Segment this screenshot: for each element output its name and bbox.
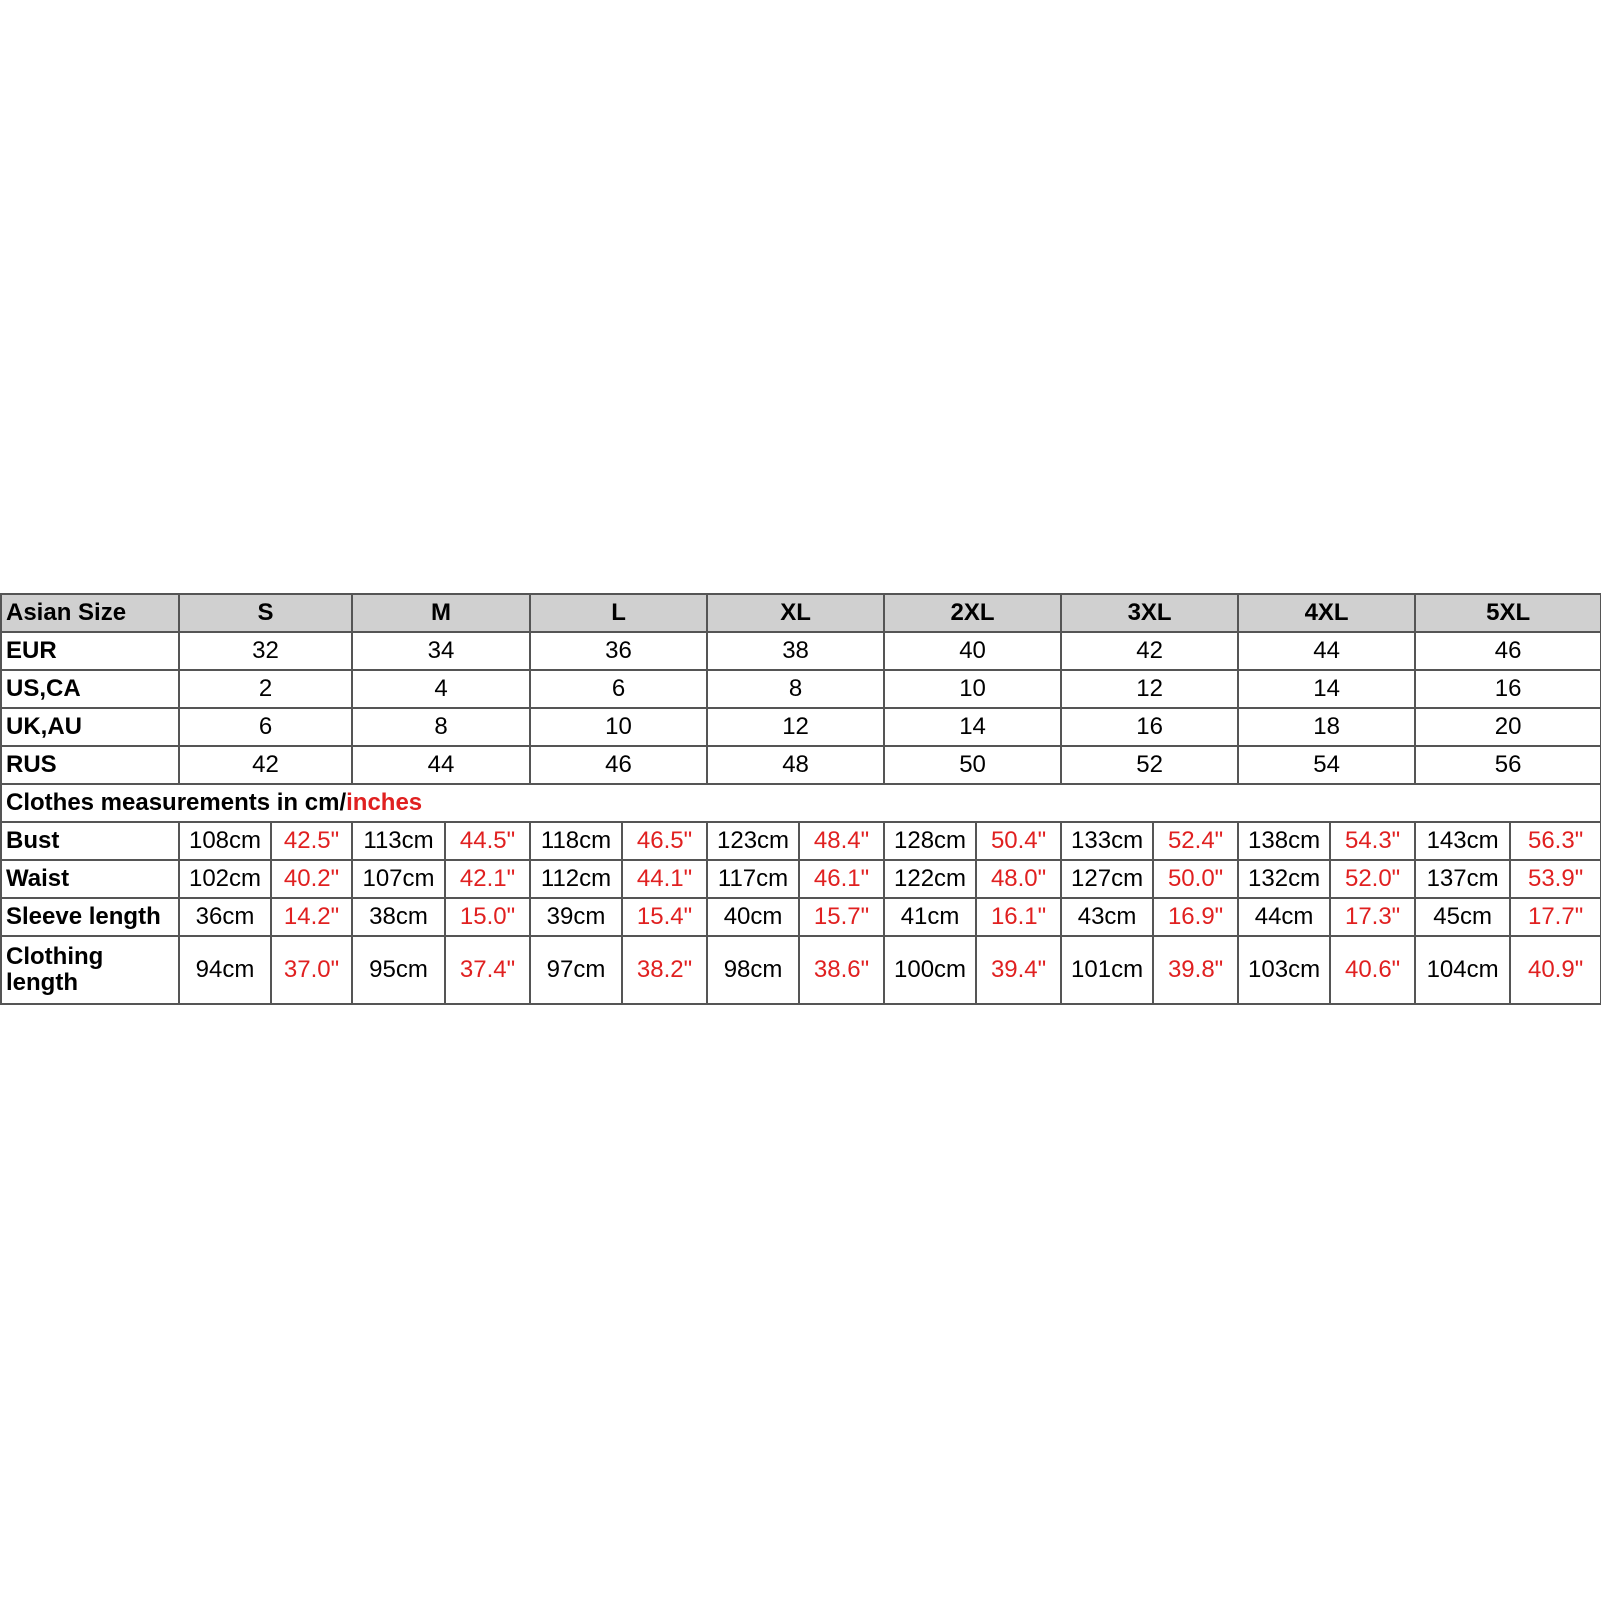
size-value-cell: 36 bbox=[530, 632, 707, 670]
cm-cell: 98cm bbox=[707, 936, 799, 1004]
size-header-cell: XL bbox=[707, 594, 884, 632]
size-value-cell: 14 bbox=[1238, 670, 1415, 708]
cm-cell: 138cm bbox=[1238, 822, 1330, 860]
cm-cell: 107cm bbox=[352, 860, 445, 898]
size-value-cell: 46 bbox=[530, 746, 707, 784]
conversion-row-eur bbox=[1, 632, 1601, 670]
row-label: Waist bbox=[1, 860, 179, 898]
size-value-cell: 8 bbox=[352, 708, 530, 746]
cm-cell: 113cm bbox=[352, 822, 445, 860]
cm-cell: 36cm bbox=[179, 898, 271, 936]
size-header-cell: S bbox=[179, 594, 352, 632]
conversion-row-rus bbox=[1, 746, 1601, 784]
inch-cell: 50.0" bbox=[1153, 860, 1238, 898]
cm-cell: 45cm bbox=[1415, 898, 1510, 936]
size-value-cell: 6 bbox=[530, 670, 707, 708]
cm-cell: 122cm bbox=[884, 860, 976, 898]
size-value-cell: 14 bbox=[884, 708, 1061, 746]
measurement-row-sleeve-length bbox=[1, 898, 1601, 936]
cm-cell: 39cm bbox=[530, 898, 622, 936]
size-header-cell: M bbox=[352, 594, 530, 632]
measurement-row-bust bbox=[1, 822, 1601, 860]
inch-cell: 56.3" bbox=[1510, 822, 1601, 860]
inch-cell: 50.4" bbox=[976, 822, 1061, 860]
size-header-cell: 5XL bbox=[1415, 594, 1601, 632]
size-header-cell: 4XL bbox=[1238, 594, 1415, 632]
inch-cell: 44.1" bbox=[622, 860, 707, 898]
inch-cell: 53.9" bbox=[1510, 860, 1601, 898]
inch-cell: 17.3" bbox=[1330, 898, 1415, 936]
size-header-row bbox=[1, 594, 1601, 632]
inch-cell: 37.0" bbox=[271, 936, 352, 1004]
cm-cell: 94cm bbox=[179, 936, 271, 1004]
measurements-heading-row bbox=[1, 784, 1601, 822]
size-value-cell: 46 bbox=[1415, 632, 1601, 670]
row-label: Sleeve length bbox=[1, 898, 179, 936]
row-label: UK,AU bbox=[1, 708, 179, 746]
inch-cell: 15.7" bbox=[799, 898, 884, 936]
cm-cell: 118cm bbox=[530, 822, 622, 860]
asian-size-label: Asian Size bbox=[1, 594, 179, 632]
size-header-cell: L bbox=[530, 594, 707, 632]
row-label: Bust bbox=[1, 822, 179, 860]
cm-cell: 101cm bbox=[1061, 936, 1153, 1004]
measurement-row-waist bbox=[1, 860, 1601, 898]
size-value-cell: 6 bbox=[179, 708, 352, 746]
size-header-cell: 2XL bbox=[884, 594, 1061, 632]
inch-cell: 38.6" bbox=[799, 936, 884, 1004]
cm-cell: 127cm bbox=[1061, 860, 1153, 898]
size-value-cell: 48 bbox=[707, 746, 884, 784]
conversion-row-uk-au bbox=[1, 708, 1601, 746]
cm-cell: 97cm bbox=[530, 936, 622, 1004]
cm-cell: 103cm bbox=[1238, 936, 1330, 1004]
row-label: Clothing length bbox=[1, 936, 179, 1004]
cm-cell: 104cm bbox=[1415, 936, 1510, 1004]
size-value-cell: 42 bbox=[179, 746, 352, 784]
inch-cell: 37.4" bbox=[445, 936, 530, 1004]
row-label: RUS bbox=[1, 746, 179, 784]
size-value-cell: 4 bbox=[352, 670, 530, 708]
inch-cell: 39.8" bbox=[1153, 936, 1238, 1004]
size-value-cell: 54 bbox=[1238, 746, 1415, 784]
size-value-cell: 16 bbox=[1415, 670, 1601, 708]
inch-cell: 38.2" bbox=[622, 936, 707, 1004]
inch-cell: 40.6" bbox=[1330, 936, 1415, 1004]
inch-cell: 52.4" bbox=[1153, 822, 1238, 860]
inch-cell: 40.9" bbox=[1510, 936, 1601, 1004]
cm-cell: 133cm bbox=[1061, 822, 1153, 860]
inch-cell: 39.4" bbox=[976, 936, 1061, 1004]
size-value-cell: 12 bbox=[707, 708, 884, 746]
inch-cell: 48.0" bbox=[976, 860, 1061, 898]
cm-cell: 95cm bbox=[352, 936, 445, 1004]
inch-cell: 42.1" bbox=[445, 860, 530, 898]
size-value-cell: 10 bbox=[530, 708, 707, 746]
cm-cell: 108cm bbox=[179, 822, 271, 860]
cm-cell: 128cm bbox=[884, 822, 976, 860]
inch-cell: 48.4" bbox=[799, 822, 884, 860]
size-value-cell: 12 bbox=[1061, 670, 1238, 708]
inch-cell: 54.3" bbox=[1330, 822, 1415, 860]
size-chart-table bbox=[0, 593, 1601, 1005]
inch-cell: 16.9" bbox=[1153, 898, 1238, 936]
size-value-cell: 56 bbox=[1415, 746, 1601, 784]
inch-cell: 16.1" bbox=[976, 898, 1061, 936]
cm-cell: 41cm bbox=[884, 898, 976, 936]
inch-cell: 52.0" bbox=[1330, 860, 1415, 898]
size-header-cell: 3XL bbox=[1061, 594, 1238, 632]
cm-cell: 43cm bbox=[1061, 898, 1153, 936]
size-value-cell: 18 bbox=[1238, 708, 1415, 746]
size-value-cell: 2 bbox=[179, 670, 352, 708]
inch-cell: 14.2" bbox=[271, 898, 352, 936]
cm-cell: 100cm bbox=[884, 936, 976, 1004]
row-label: EUR bbox=[1, 632, 179, 670]
size-value-cell: 52 bbox=[1061, 746, 1238, 784]
inch-cell: 15.4" bbox=[622, 898, 707, 936]
cm-cell: 112cm bbox=[530, 860, 622, 898]
size-value-cell: 32 bbox=[179, 632, 352, 670]
measurements-heading-inches: inches bbox=[346, 789, 423, 816]
size-value-cell: 44 bbox=[352, 746, 530, 784]
cm-cell: 137cm bbox=[1415, 860, 1510, 898]
inch-cell: 17.7" bbox=[1510, 898, 1601, 936]
cm-cell: 44cm bbox=[1238, 898, 1330, 936]
conversion-row-us-ca bbox=[1, 670, 1601, 708]
inch-cell: 46.1" bbox=[799, 860, 884, 898]
measurements-heading-prefix: Clothes measurements in cm/ bbox=[6, 789, 347, 816]
inch-cell: 46.5" bbox=[622, 822, 707, 860]
size-value-cell: 44 bbox=[1238, 632, 1415, 670]
cm-cell: 40cm bbox=[707, 898, 799, 936]
measurements-heading bbox=[1, 784, 1601, 822]
cm-cell: 38cm bbox=[352, 898, 445, 936]
inch-cell: 42.5" bbox=[271, 822, 352, 860]
cm-cell: 123cm bbox=[707, 822, 799, 860]
row-label: US,CA bbox=[1, 670, 179, 708]
size-value-cell: 40 bbox=[884, 632, 1061, 670]
inch-cell: 15.0" bbox=[445, 898, 530, 936]
size-value-cell: 34 bbox=[352, 632, 530, 670]
size-value-cell: 38 bbox=[707, 632, 884, 670]
size-value-cell: 20 bbox=[1415, 708, 1601, 746]
inch-cell: 44.5" bbox=[445, 822, 530, 860]
cm-cell: 102cm bbox=[179, 860, 271, 898]
measurement-row-clothing-length bbox=[1, 936, 1601, 1004]
cm-cell: 132cm bbox=[1238, 860, 1330, 898]
size-value-cell: 8 bbox=[707, 670, 884, 708]
size-value-cell: 42 bbox=[1061, 632, 1238, 670]
size-value-cell: 50 bbox=[884, 746, 1061, 784]
inch-cell: 40.2" bbox=[271, 860, 352, 898]
size-value-cell: 16 bbox=[1061, 708, 1238, 746]
size-value-cell: 10 bbox=[884, 670, 1061, 708]
cm-cell: 143cm bbox=[1415, 822, 1510, 860]
cm-cell: 117cm bbox=[707, 860, 799, 898]
